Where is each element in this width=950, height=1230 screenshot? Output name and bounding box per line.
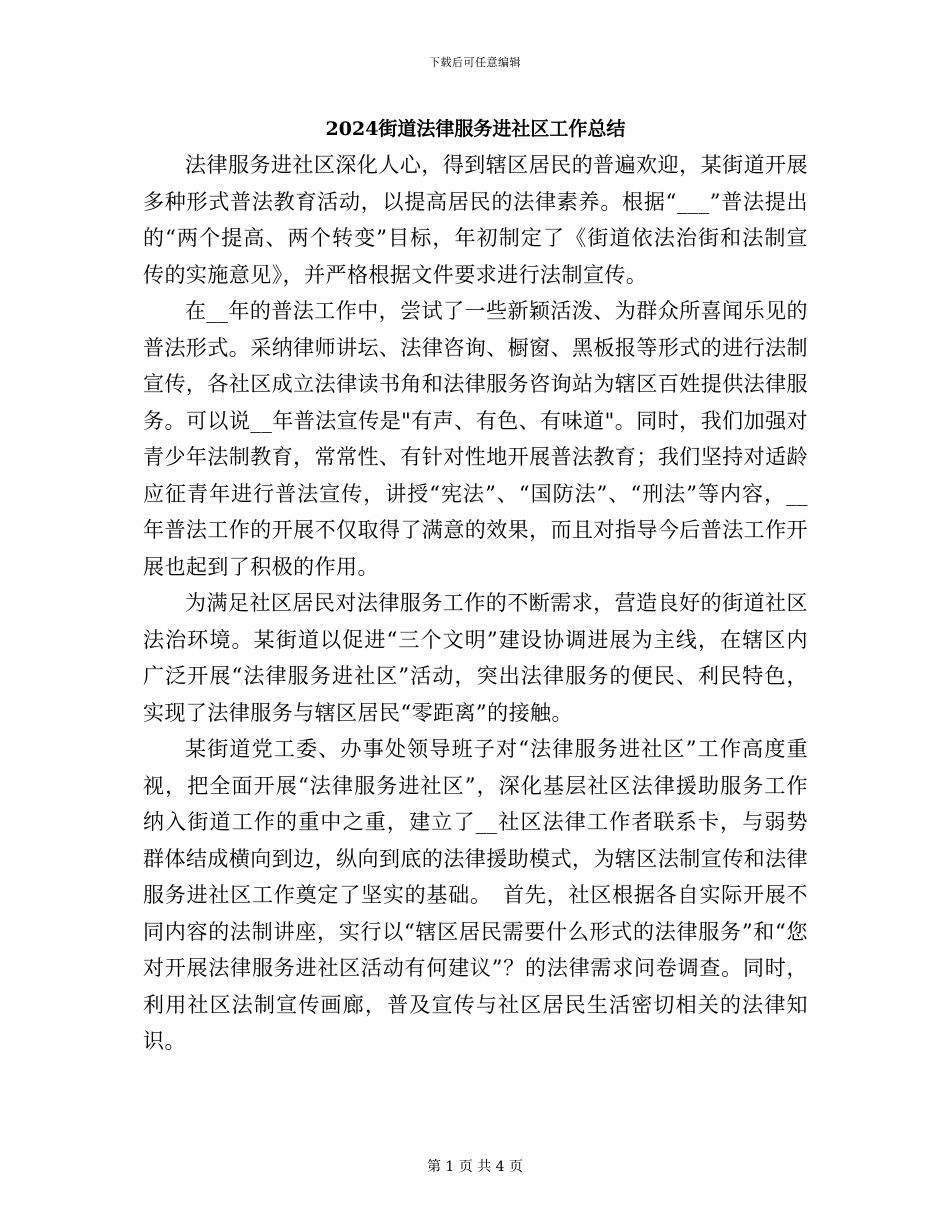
paragraph-2: 在__年的普法工作中，尝试了一些新颖活泼、为群众所喜闻乐见的普法形式。采纳律师讲坛、法律咨询、橱窗、黑板报等形式的进行法制宣传，各社区成立法律读书角和法律服务咨询站为辖区百姓提供法律服务。可以说__年普法宣传是"有声、有色、有味道"。同时，我们加强对青少年法制教育，常常性、有针对性地开展普法教育；我们坚持对适龄应征青年进行普法宣传，讲授“宪法”、“国防法”、“刑法”等内容，__年普法工作的开展不仅取得了满意的效果，而且对指导今后普法工作开展也起到了积极的作用。 <box>143 299 808 579</box>
page-indicator: 第 1 页 共 4 页 <box>426 1159 524 1175</box>
paragraph-4: 某街道党工委、办事处领导班子对“法律服务进社区”工作高度重视，把全面开展“法律服务进社区”，深化基层社区法律援助服务工作纳入街道工作的重中之重，建立了__社区法律工作者联系卡，与弱势群体结成横向到边，纵向到底的法律援助模式，为辖区法制宣传和法律服务进社区工作奠定了坚实的基础。 首先，社区根据各自实际开展不同内容的法制讲座，实行以“辖区居民需要什么形式的法律服务”和“您对开展法律服务进社区活动有何建议”？的法律需求问卷调查。同时，利用社区法制宣传画廊，普及宣传与社区居民生活密切相关的法律知识。 <box>143 737 808 1053</box>
paragraph-3: 为满足社区居民对法律服务工作的不断需求，营造良好的街道社区法治环境。某街道以促进“三个文明”建设协调进展为主线，在辖区内广泛开展“法律服务进社区”活动，突出法律服务的便民、利民特色，实现了法律服务与辖区居民“零距离”的接触。 <box>143 591 808 725</box>
download-editable-note: 下载后可任意编辑 <box>429 56 521 69</box>
document-title: 2024街道法律服务进社区工作总结 <box>325 118 626 140</box>
paragraph-1: 法律服务进社区深化人心，得到辖区居民的普遍欢迎，某街道开展多种形式普法教育活动，以提高居民的法律素养。根据“___”普法提出的“两个提高、两个转变”目标，年初制定了《街道依法治街和法制宣传的实施意见》，并严格根据文件要求进行法制宣传。 <box>143 153 808 287</box>
document-body <box>143 147 808 1060</box>
